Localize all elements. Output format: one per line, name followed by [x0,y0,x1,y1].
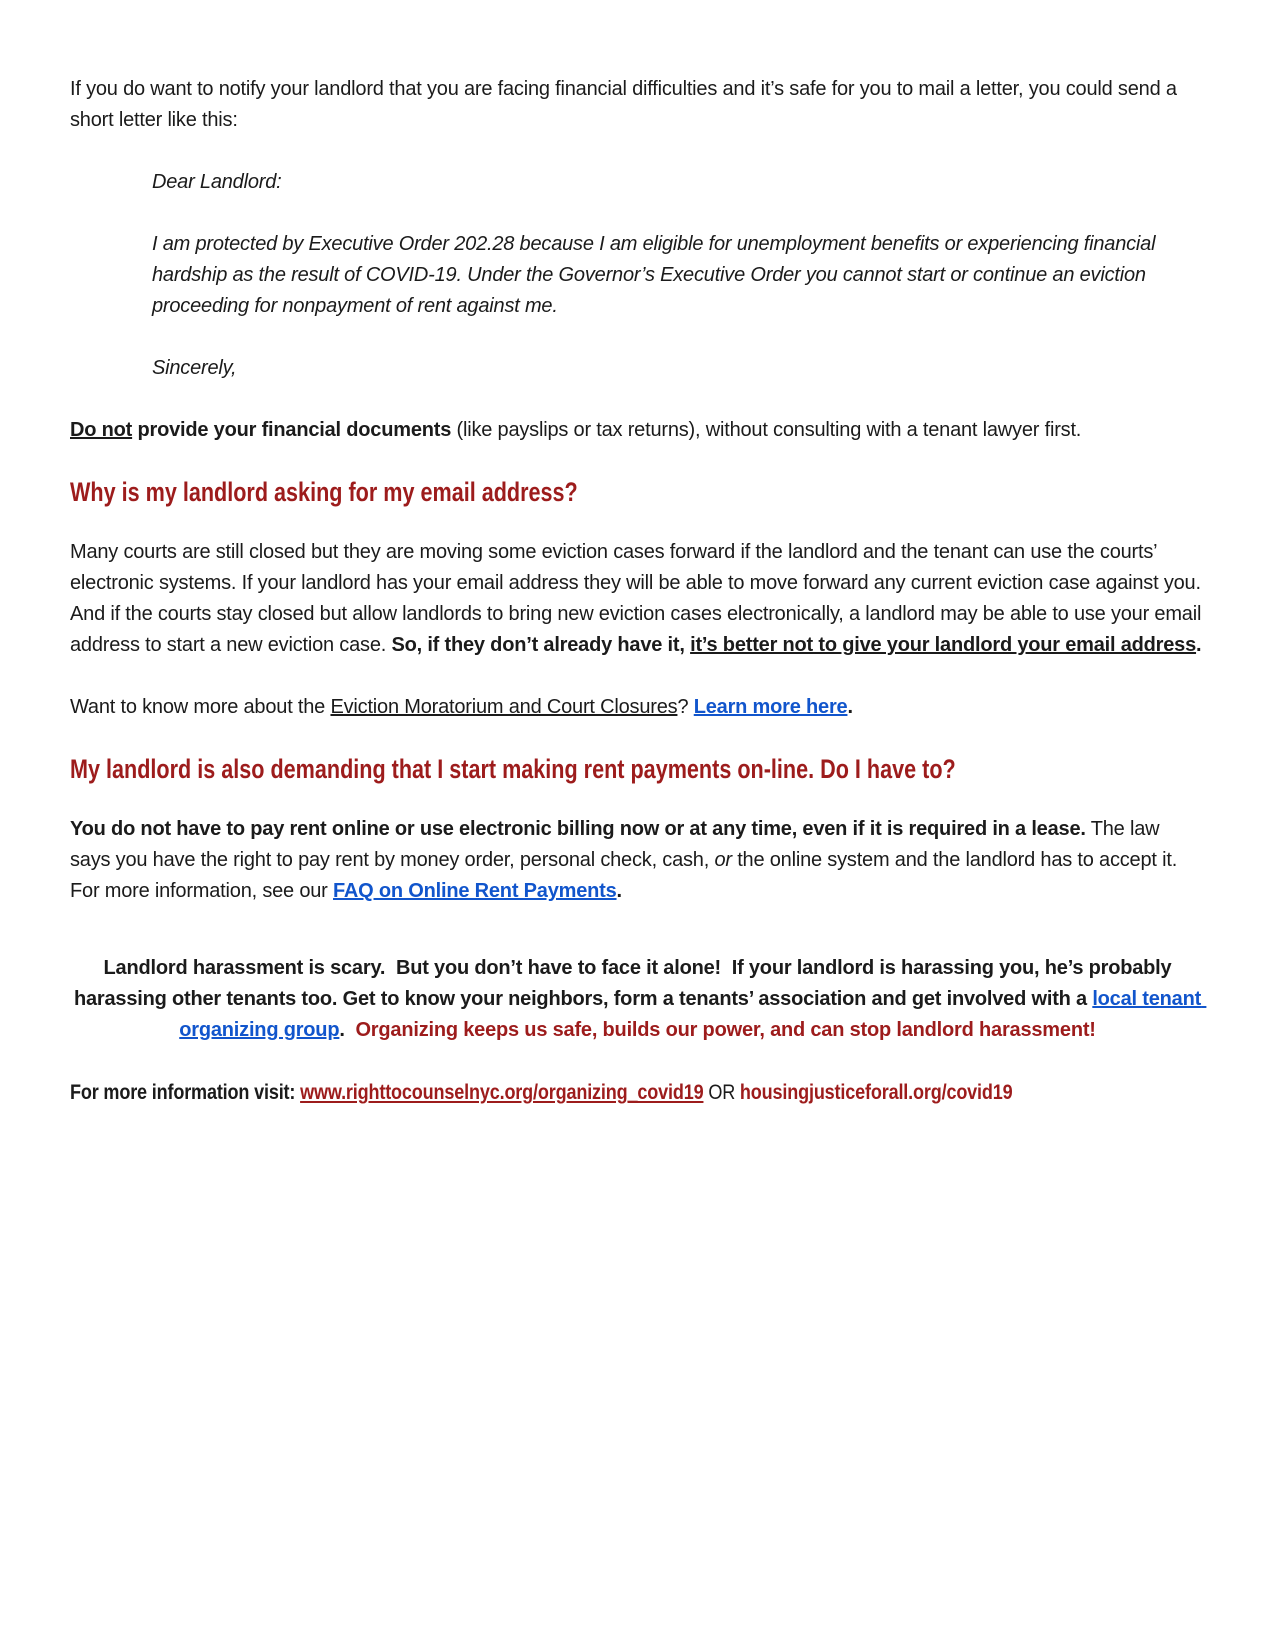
text-run: OR [703,1080,740,1104]
letter-salutation [70,167,1205,198]
text-run: . [847,696,853,718]
local-tenant-organizing-group-link[interactable]: local tenant organizing group [179,988,1207,1041]
learn-more-link[interactable]: Learn more here [693,696,848,718]
text-run: it’s better not to give your landlord your email address [690,634,1197,656]
housingjusticeforall-url-text: housingjusticeforall.org/covid19 [739,1080,1013,1104]
text-run: Sincerely, [152,357,237,379]
text-run: provide your financial documents [132,419,452,441]
text-run: . [339,1019,356,1041]
footer-info-text [70,1077,1013,1108]
footer-info-line [70,1077,1205,1108]
text-run: ? [677,696,694,718]
email-section-body [70,537,1205,661]
text-run: . [1196,634,1202,656]
text-run: Landlord harassment is scary. But you don’t have to face it alone! If your landlord is harassing you, he’s probably harassing other tenants too. Get to know your neighbors, form a tenants’ association and get involved with a [73,957,1177,1010]
text-run: For more information visit: [70,1080,301,1104]
text-run: Organizing keeps us safe, builds our power, and can stop landlord harassment! [355,1019,1096,1041]
letter-body [70,229,1205,322]
text-run: Dear Landlord: [152,171,282,193]
online-rent-body [70,814,1205,907]
financial-docs-warning [70,415,1205,446]
text-run: Want to know more about the [70,696,331,718]
letter-closing [70,353,1205,384]
text-run: or [714,849,732,871]
text-run: You do not have to pay rent online or use electronic billing now or at any time, even if it is required in a lease. [70,818,1086,840]
text-run: Eviction Moratorium and Court Closures [330,696,678,718]
text-run: I am protected by Executive Order 202.28 because I am eligible for unemployment benefits or experiencing financial hardship as the result of COVID-19. Under the Governor’s Executive Order you cannot start or continue an eviction proceeding for nonpayment of rent against me. [152,233,1161,317]
text-run: If you do want to notify your landlord that you are facing financial difficulties and it’s safe for you to mail a letter, you could send a short letter like this: [70,78,1183,131]
email-section-heading-text: Why is my landlord asking for my email address? [70,477,578,507]
text-run: Do not [70,419,133,441]
online-rent-heading [70,754,1205,784]
text-run: The law says you have the right to pay rent by money order, personal check, cash, [70,818,1165,871]
intro-paragraph [70,74,1205,136]
harassment-callout [70,953,1205,1046]
moratorium-info-line [70,692,1205,723]
faq-online-rent-payments-link[interactable]: FAQ on Online Rent Payments [333,880,617,902]
text-run: (like payslips or tax returns), without consulting with a tenant lawyer first. [451,419,1082,441]
email-section-heading [70,477,1205,507]
righttocounselnyc-url-link[interactable]: www.righttocounselnyc.org/organizing_covid19 [300,1080,704,1104]
online-rent-heading-text: My landlord is also demanding that I start making rent payments on-line. Do I have to? [70,754,956,784]
text-run: the online system and the landlord has to accept it. For more information, see our [70,849,1183,902]
text-run: So, if they don’t already have it, [391,634,691,656]
text-run: . [616,880,622,902]
text-run: Many courts are still closed but they are moving some eviction cases forward if the landlord and the tenant can use the courts’ electronic systems. If your landlord has your email address they will be able to move forward any current eviction case against you. And if the courts stay closed but allow landlords to bring new eviction cases electronically, a landlord may be able to use your email address to start a new eviction case. [70,541,1207,656]
